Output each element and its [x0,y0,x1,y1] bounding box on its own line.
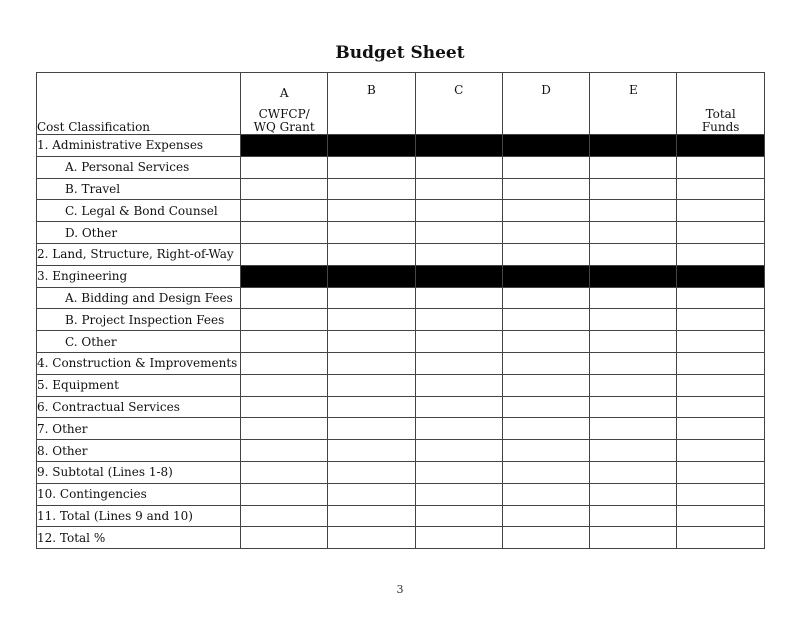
amount-cell[interactable] [677,418,764,440]
amount-cell[interactable] [677,287,764,309]
amount-cell[interactable] [590,527,677,549]
amount-cell[interactable] [241,309,328,331]
table-row [37,309,765,331]
table-row [37,265,765,287]
shaded-cell [241,265,328,287]
amount-cell[interactable] [502,287,589,309]
amount-cell[interactable] [677,222,764,244]
amount-cell[interactable] [590,243,677,265]
header-col-a [241,73,328,135]
amount-cell[interactable] [590,331,677,353]
amount-cell[interactable] [677,505,764,527]
shaded-cell [677,135,764,157]
amount-cell[interactable] [502,200,589,222]
amount-cell[interactable] [241,156,328,178]
amount-cell[interactable] [328,352,415,374]
column-subtitle: Total Funds [701,107,740,134]
shaded-cell [328,265,415,287]
table-row [37,440,765,462]
amount-cell[interactable] [502,156,589,178]
amount-cell[interactable] [328,418,415,440]
row-label: 5. Equipment [37,374,241,396]
amount-cell[interactable] [677,331,764,353]
amount-cell[interactable] [241,374,328,396]
amount-cell[interactable] [590,461,677,483]
shaded-cell [241,135,328,157]
amount-cell[interactable] [328,200,415,222]
header-col-c [415,73,502,135]
amount-cell[interactable] [241,396,328,418]
table-row [37,178,765,200]
header-col-b [328,73,415,135]
amount-cell[interactable] [415,287,502,309]
row-label: B. Travel [37,178,241,200]
table-row [37,200,765,222]
amount-cell[interactable] [502,352,589,374]
amount-cell[interactable] [590,396,677,418]
amount-cell[interactable] [328,222,415,244]
row-label: C. Legal & Bond Counsel [37,200,241,222]
amount-cell[interactable] [502,374,589,396]
amount-cell[interactable] [241,483,328,505]
column-letter: D [541,83,551,97]
header-cost-classification: Cost Classification [37,73,241,135]
amount-cell[interactable] [415,200,502,222]
column-subtitle: CWFCP/ WQ Grant [253,107,315,134]
row-label: 4. Construction & Improvements [37,352,241,374]
amount-cell[interactable] [590,156,677,178]
column-letter: A [279,86,289,100]
table-row [37,527,765,549]
amount-cell[interactable] [502,396,589,418]
amount-cell[interactable] [415,527,502,549]
row-label: C. Other [37,331,241,353]
amount-cell[interactable] [590,352,677,374]
amount-cell[interactable] [328,331,415,353]
amount-cell[interactable] [241,222,328,244]
amount-cell[interactable] [677,178,764,200]
row-label: 11. Total (Lines 9 and 10) [37,505,241,527]
amount-cell[interactable] [328,505,415,527]
row-label: 12. Total % [37,527,241,549]
table-row [37,461,765,483]
amount-cell[interactable] [415,440,502,462]
table-row [37,374,765,396]
row-label: 7. Other [37,418,241,440]
table-row [37,287,765,309]
amount-cell[interactable] [415,178,502,200]
table-row [37,222,765,244]
amount-cell[interactable] [328,483,415,505]
row-label: 2. Land, Structure, Right-of-Way [37,243,241,265]
table-body [37,135,765,549]
amount-cell[interactable] [241,418,328,440]
amount-cell[interactable] [677,156,764,178]
amount-cell[interactable] [241,243,328,265]
amount-cell[interactable] [677,440,764,462]
table-row [37,243,765,265]
amount-cell[interactable] [415,374,502,396]
amount-cell[interactable] [415,505,502,527]
amount-cell[interactable] [241,178,328,200]
row-label: 8. Other [37,440,241,462]
row-label: 3. Engineering [37,265,241,287]
amount-cell[interactable] [328,396,415,418]
budget-table [36,72,765,549]
amount-cell[interactable] [502,178,589,200]
column-letter: C [454,83,464,97]
page-title: Budget Sheet [335,43,465,63]
amount-cell[interactable] [677,309,764,331]
amount-cell[interactable] [502,243,589,265]
header-col-e [590,73,677,135]
amount-cell[interactable] [328,178,415,200]
amount-cell[interactable] [415,461,502,483]
amount-cell[interactable] [502,461,589,483]
shaded-cell [328,135,415,157]
amount-cell[interactable] [328,461,415,483]
amount-cell[interactable] [677,483,764,505]
shaded-cell [415,265,502,287]
row-label: 1. Administrative Expenses [37,135,241,157]
amount-cell[interactable] [590,418,677,440]
row-label: 9. Subtotal (Lines 1-8) [37,461,241,483]
amount-cell[interactable] [241,200,328,222]
amount-cell[interactable] [590,483,677,505]
header-col-total-funds [677,73,764,135]
amount-cell[interactable] [590,200,677,222]
header-row [37,73,765,135]
amount-cell[interactable] [677,527,764,549]
row-label: A. Bidding and Design Fees [37,287,241,309]
amount-cell[interactable] [328,374,415,396]
amount-cell[interactable] [328,156,415,178]
header-col-d [502,73,589,135]
amount-cell[interactable] [328,243,415,265]
amount-cell[interactable] [590,374,677,396]
shaded-cell [590,265,677,287]
table-row [37,331,765,353]
amount-cell[interactable] [328,309,415,331]
table-row [37,483,765,505]
amount-cell[interactable] [677,374,764,396]
column-letter: E [628,83,638,97]
amount-cell[interactable] [328,440,415,462]
amount-cell[interactable] [241,505,328,527]
amount-cell[interactable] [415,222,502,244]
row-label: B. Project Inspection Fees [37,309,241,331]
amount-cell[interactable] [502,418,589,440]
amount-cell[interactable] [590,222,677,244]
shaded-cell [677,265,764,287]
amount-cell[interactable] [328,287,415,309]
shaded-cell [502,135,589,157]
amount-cell[interactable] [241,461,328,483]
table-row [37,418,765,440]
amount-cell[interactable] [415,156,502,178]
table-row [37,352,765,374]
table-row [37,156,765,178]
row-label: 6. Contractual Services [37,396,241,418]
amount-cell[interactable] [415,483,502,505]
table-row [37,135,765,157]
row-label: D. Other [37,222,241,244]
amount-cell[interactable] [677,396,764,418]
amount-cell[interactable] [502,483,589,505]
amount-cell[interactable] [590,505,677,527]
shaded-cell [502,265,589,287]
amount-cell[interactable] [415,352,502,374]
amount-cell[interactable] [590,287,677,309]
amount-cell[interactable] [415,418,502,440]
amount-cell[interactable] [415,331,502,353]
row-label: 10. Contingencies [37,483,241,505]
amount-cell[interactable] [590,309,677,331]
amount-cell[interactable] [241,287,328,309]
table-row [37,396,765,418]
amount-cell[interactable] [502,440,589,462]
amount-cell[interactable] [415,396,502,418]
column-letter: B [367,83,376,97]
amount-cell[interactable] [502,222,589,244]
amount-cell[interactable] [415,243,502,265]
amount-cell[interactable] [677,352,764,374]
amount-cell[interactable] [590,178,677,200]
amount-cell[interactable] [502,527,589,549]
amount-cell[interactable] [241,352,328,374]
amount-cell[interactable] [677,243,764,265]
amount-cell[interactable] [502,331,589,353]
amount-cell[interactable] [415,309,502,331]
shaded-cell [415,135,502,157]
amount-cell[interactable] [677,461,764,483]
amount-cell[interactable] [241,440,328,462]
shaded-cell [590,135,677,157]
amount-cell[interactable] [502,505,589,527]
page-number: 3 [396,583,404,596]
row-label: A. Personal Services [37,156,241,178]
amount-cell[interactable] [241,331,328,353]
amount-cell[interactable] [328,527,415,549]
amount-cell[interactable] [241,527,328,549]
table-row [37,505,765,527]
amount-cell[interactable] [502,309,589,331]
amount-cell[interactable] [677,200,764,222]
amount-cell[interactable] [590,440,677,462]
